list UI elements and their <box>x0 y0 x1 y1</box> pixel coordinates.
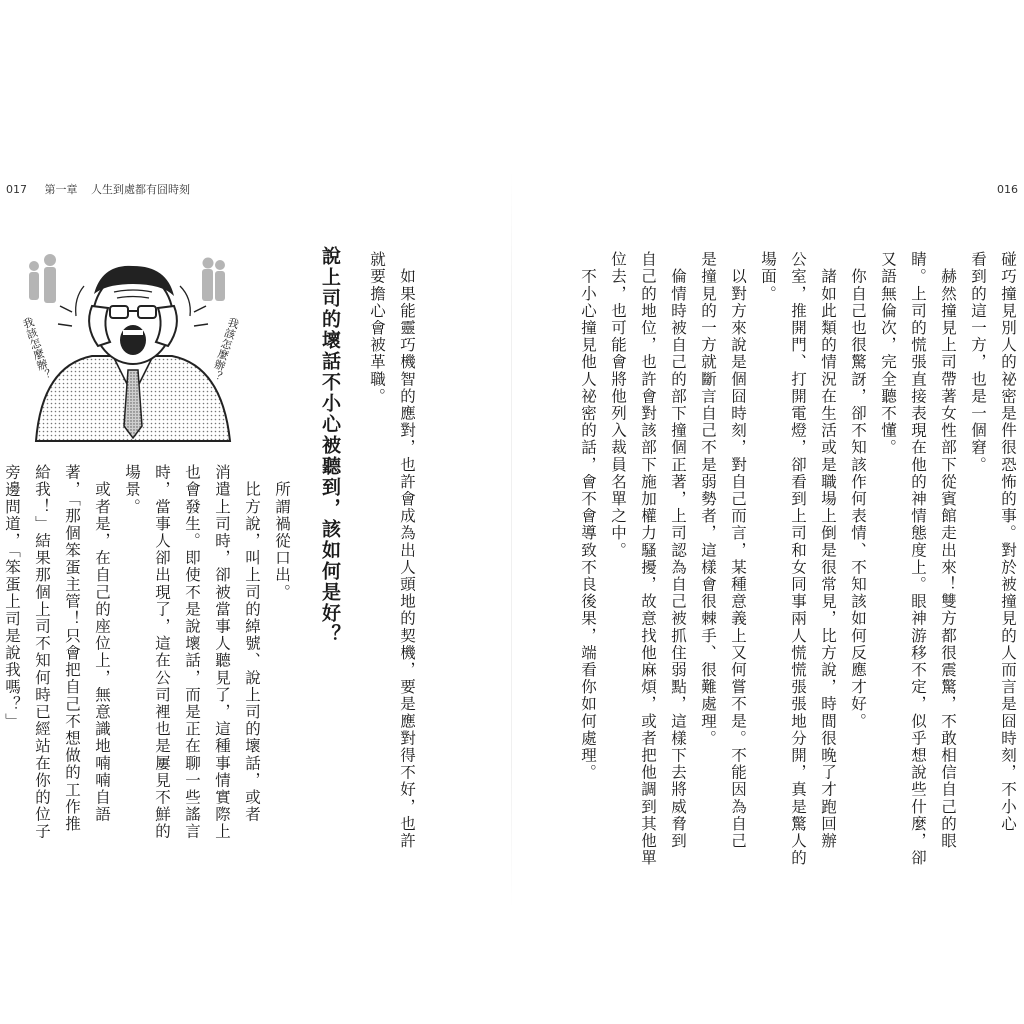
body-column: 如果能靈巧機智的應對，也許會成為出人頭地的契機，要是應對得不好，也許 <box>398 251 416 850</box>
body-column: 碰巧撞見別人的祕密是件很恐怖的事。對於被撞見的人而言是囧時刻，不小心 <box>999 251 1017 833</box>
body-column: 或者是，在自己的座位上，無意識地喃喃自語 <box>93 464 111 824</box>
right-page-number: 016 <box>997 183 1018 196</box>
speech-text-left: 我該怎麼辦？ <box>20 315 53 383</box>
page-gutter <box>511 170 512 910</box>
left-running-header <box>6 182 190 198</box>
stressed-man-illustration <box>22 246 244 446</box>
body-column: 公室，推開門、打開電燈，卻看到上司和女同事兩人慌慌張張地分開，真是驚人的 <box>789 251 807 867</box>
body-column: 場面。 <box>759 251 777 303</box>
left-page-number: 017 <box>6 183 27 196</box>
body-column: 自己的地位，也許會對該部下施加權力騷擾，故意找他麻煩，或者把他調到其他單 <box>639 251 657 867</box>
body-column: 位去，也可能會將他列入裁員名單之中。 <box>609 251 627 559</box>
body-column: 是撞見的一方就斷言自己不是弱勢者，這樣會很棘手、很難處理。 <box>699 251 717 747</box>
body-column: 就要擔心會被革職。 <box>368 251 386 405</box>
body-column: 著，「那個笨蛋主管！只會把自己不想做的工作推 <box>63 464 81 833</box>
stressed-man-drawing <box>22 246 244 446</box>
body-column: 所謂禍從口出。 <box>273 464 291 601</box>
chapter-title: 人生到處都有囧時刻 <box>91 183 190 196</box>
chapter-label: 第一章 <box>44 183 78 196</box>
body-column: 給我！」結果那個上司不知何時已經站在你的位子 <box>33 464 51 841</box>
body-column: 旁邊問道，「笨蛋上司是說我嗎？」 <box>3 464 21 730</box>
body-column: 看到的這一方，也是一個窘。 <box>969 251 987 474</box>
body-column: 你自己也很驚訝，卻不知該作何表情、不知該如何反應才好。 <box>849 251 867 730</box>
body-column: 時，當事人卻出現了，這在公司裡也是屢見不鮮的 <box>153 464 171 841</box>
body-column: 場景。 <box>123 464 141 516</box>
body-column: 諸如此類的情況在生活或是職場上倒是很常見，比方說，時間很晚了才跑回辦 <box>819 251 837 850</box>
body-column: 不小心撞見他人祕密的話，會不會導致不良後果，端看你如何處理。 <box>579 251 597 782</box>
speech-text-right: 我該怎麼辦？ <box>208 315 241 383</box>
body-column: 消遣上司時，卻被當事人聽見了，這種事情實際上 <box>213 464 231 841</box>
body-column: 以對方來說是個囧時刻，對自己而言，某種意義上又何嘗不是。不能因為自己 <box>729 251 747 850</box>
body-column: 倫情時被自己的部下撞個正著，上司認為自己被抓住弱點，這樣下去將威脅到 <box>669 251 687 850</box>
body-column: 又語無倫次，完全聽不懂。 <box>879 251 897 457</box>
body-column: 也會發生。即使不是說壞話，而是正在聊一些謠言 <box>183 464 201 841</box>
body-column: 赫然撞見上司帶著女性部下從賓館走出來！雙方都很震驚，不敢相信自己的眼 <box>939 251 957 850</box>
body-column: 比方說，叫上司的綽號、說上司的壞話，或者 <box>243 464 261 824</box>
section-heading: 說上司的壞話不小心被聽到，該如何是好？ <box>319 246 341 645</box>
body-column: 睛。上司的慌張直接表現在他的神情態度上。眼神游移不定，似乎想說些什麼，卻 <box>909 251 927 867</box>
